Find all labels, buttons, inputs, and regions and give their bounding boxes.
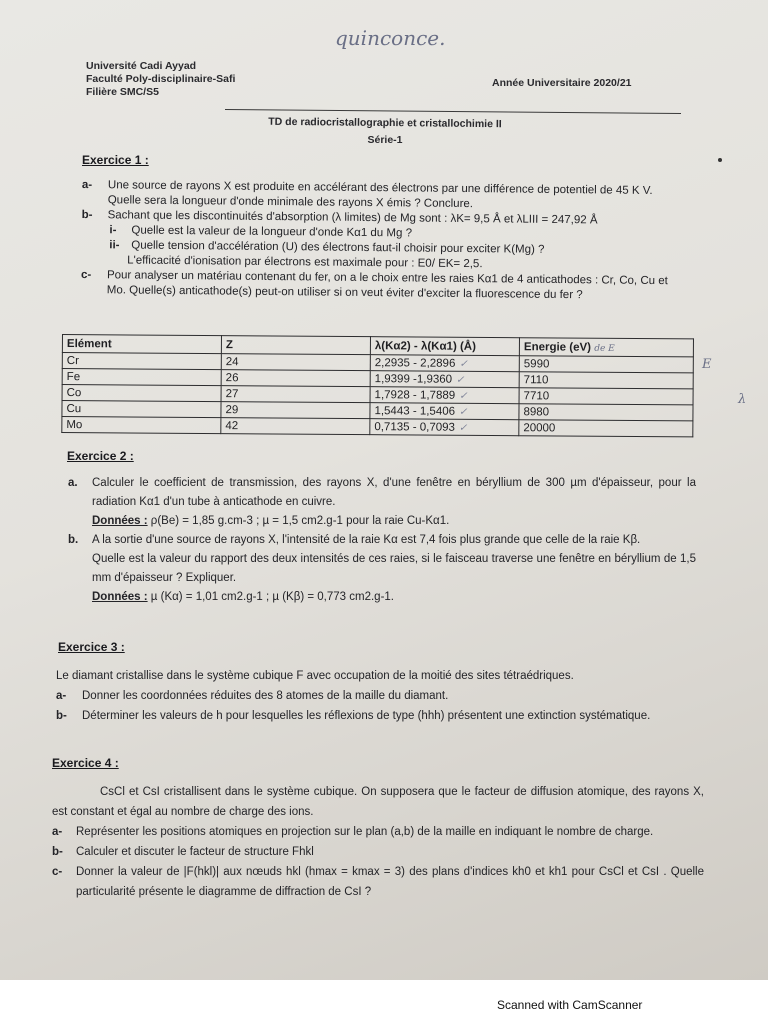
exercise-3-title: Exercice 3 : bbox=[58, 640, 125, 654]
exercise-1-note: L'efficacité d'ionisation par électrons est maximale pour : E0/ EK= 2,5. bbox=[127, 254, 483, 271]
table-row: Co 27 1,7928 - 1,7889 ✓ 7710 bbox=[62, 385, 693, 405]
handwritten-note: quinconce. bbox=[335, 26, 446, 50]
exercise-2-body bbox=[68, 474, 696, 607]
page-title: TD de radiocristallographie et cristallochimie II bbox=[268, 115, 502, 131]
table-row: Cu 29 1,5443 - 1,5406 ✓ 8980 bbox=[62, 401, 693, 421]
exercise-2-question-b: b. A la sortie d'une source de rayons X, l'intensité de la raie Kα est 7,4 fois plus grande que celle de la raie Kβ. bbox=[68, 534, 641, 546]
kalpha-table bbox=[61, 334, 694, 437]
ink-dot bbox=[718, 158, 722, 162]
exercise-2-question-b2: Quelle est la valeur du rapport des deux intensités de ces raies, si le faisceau traverse une fenêtre en béryllium de 1,5 mm d'épaisseur ? Expliquer. bbox=[92, 553, 696, 584]
institution-block bbox=[86, 60, 235, 99]
exercise-3-body bbox=[56, 666, 704, 726]
table-row: Fe 26 1,9399 -1,9360 ✓ 7110 bbox=[62, 369, 693, 389]
check-mark-icon: ✓ bbox=[459, 358, 468, 370]
exercise-3-question-a: a- Donner les coordonnées réduites des 8 atomes de la maille du diamant. bbox=[56, 690, 449, 702]
exercise-1-title: Exercice 1 : bbox=[82, 153, 149, 167]
check-mark-icon: ✓ bbox=[459, 390, 468, 402]
header-divider bbox=[225, 109, 681, 114]
exercise-3-intro: Le diamant cristallise dans le système cubique F avec occupation de la moitié des sites tétraédriques. bbox=[56, 670, 574, 682]
col-energy: Energie (eV) de E bbox=[519, 338, 693, 357]
col-z: Z bbox=[221, 336, 370, 355]
handwritten-annotation: de E bbox=[594, 343, 615, 354]
exercise-1-question-b-ii: ii- Quelle tension d'accélération (U) des électrons faut-il choisir pour exciter K(Mg) ? bbox=[109, 239, 545, 256]
table-row: Cr 24 2,2935 - 2,2896 ✓ 5990 bbox=[62, 353, 693, 373]
exercise-4-question-a: a- Représenter les positions atomiques en projection sur le plan (a,b) de la maille en indiquant le nombre de charge. bbox=[52, 826, 654, 838]
check-mark-icon: ✓ bbox=[459, 406, 468, 418]
exercise-1-question-a: a- Une source de rayons X est produite en accélérant des électrons par une différence de potentiel de 45 K V. Quelle sera la longueur d'onde minimale des rayons X émis ? Conclure. bbox=[81, 178, 653, 211]
col-lambda: λ(Kα2) - λ(Kα1) (Å) bbox=[370, 337, 519, 356]
exercise-4-intro: CsCl et CsI cristallisent dans le système cubique. On supposera que le facteur de diffusion atomique, des rayons X, est constant et égal au nombre de charge des ions. bbox=[52, 786, 704, 818]
exercise-1-question-c: c- Pour analyser un matériau contenant du fer, on a le choix entre les raies Kα1 de 4 anticathodes : Cr, Co, Cu et Mo. Quelle(s) anticathode(s) peut-on utiliser si on veut éviter d'exciter la fluorescence du fer ? bbox=[80, 268, 668, 302]
col-element: Elément bbox=[62, 335, 221, 354]
exercise-4-question-b: b- Calculer et discuter le facteur de structure Fhkl bbox=[52, 846, 314, 858]
exercise-4-title: Exercice 4 : bbox=[52, 756, 119, 770]
handwritten-margin-note: λ bbox=[738, 392, 747, 407]
check-mark-icon: ✓ bbox=[456, 374, 465, 386]
exercise-3-question-b: b- Déterminer les valeurs de h pour lesquelles les réflexions de type (hhh) présentent une extinction systématique. bbox=[56, 710, 651, 722]
exercise-1-question-b: b- Sachant que les discontinuités d'absorption (λ limites) de Mg sont : λK= 9,5 Å et λLIII = 247,92 Å bbox=[81, 208, 598, 227]
exercise-2-title: Exercice 2 : bbox=[67, 449, 134, 463]
serie-title: Série-1 bbox=[367, 134, 403, 146]
exercise-4-body bbox=[52, 782, 704, 902]
exercise-2-data-b: Données : µ (Kα) = 1,01 cm2.g-1 ; µ (Kβ) = 0,773 cm2.g-1. bbox=[92, 591, 394, 603]
exercise-2-data-a: Données : ρ(Be) = 1,85 g.cm-3 ; µ = 1,5 cm2.g-1 pour la raie Cu-Kα1. bbox=[92, 515, 450, 527]
academic-year: Année Universitaire 2020/21 bbox=[492, 77, 632, 89]
check-mark-icon: ✓ bbox=[458, 422, 468, 434]
scanner-watermark: Scanned with CamScanner bbox=[497, 998, 643, 1012]
exercise-1-question-b-i: i- Quelle est la valeur de la longueur d'onde Kα1 du Mg ? bbox=[109, 224, 413, 240]
exercise-4-question-c: c- Donner la valeur de |F(hkl)| aux nœuds hkl (hmax = kmax = 3) des plans d'indices kh0 et kh1 pour CsCl et CsI . Quelle particularité présente le diagramme de diffraction de CsI ? bbox=[52, 866, 704, 898]
exercise-1-body bbox=[81, 178, 688, 304]
university-name: Université Cadi Ayyad bbox=[86, 60, 197, 72]
exercise-2-question-a: a. Calculer le coefficient de transmission, des rayons X, d'une fenêtre en béryllium de 300 µm d'épaisseur, pour la radiation Kα1 d'un tube à anticathode en cuivre. bbox=[68, 477, 696, 508]
handwritten-margin-note: E bbox=[702, 357, 712, 372]
filiere: Filière SMC/S5 bbox=[86, 86, 159, 98]
faculty-name: Faculté Poly-disciplinaire-Safi bbox=[86, 73, 236, 85]
table-row: Mo 42 0,7135 - 0,7093 ✓ 20000 bbox=[62, 417, 693, 437]
